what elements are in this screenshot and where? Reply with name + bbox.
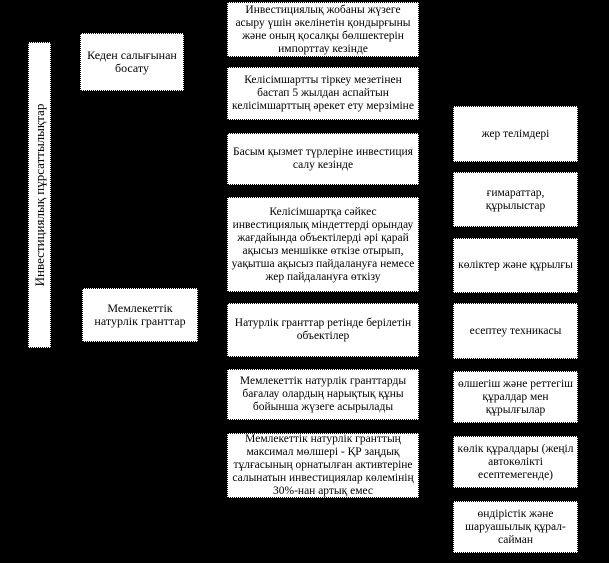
detail-box-grant-max-size: Мемлекеттік натурлік гранттың максимал мөлшері - ҚР заңдық тұлғасының орнатылған активтеріне салынатын инвестициялар көлемінің 30%-нан артық емес	[227, 433, 419, 498]
object-box-production-inventory: өндірістік және шаруашылық құрал-сайман	[453, 501, 578, 553]
investment-preferences-band	[28, 42, 51, 348]
object-box-land-plots: жер телімдері	[453, 106, 578, 162]
detail-box-priority-activities: Басым қызмет түрлеріне инвестиция салу кезінде	[227, 133, 419, 185]
vertical-band-label: Инвестициялық пұрсаттылықтар	[31, 103, 47, 287]
object-box-transport-equipment: көліктер және құрылғы	[453, 238, 578, 293]
customs-tax-exemption-box: Кеден салығынан босату	[80, 33, 184, 91]
object-box-computing-equipment: есептеу техникасы	[453, 303, 578, 359]
detail-box-transfer-objects: Келісімшартқа сәйкес инвестициялық міндеттерді орындау жағдайында объектілерді әрі қарай ақысыз меншікке өткізе отырып, уақытша ақысыз пайдалануға немесе жер пайдалануға өткізу	[227, 197, 419, 292]
detail-box-grant-objects: Натурлік гранттар ретінде берілетін объектілер	[227, 303, 419, 357]
detail-box-contract-term: Келісімшартты тіркеу мезетінен бастап 5 жылдан аспайтын келісімшарттың әрекет ету мерзіміне	[227, 67, 419, 120]
state-natural-grants-box: Мемлекеттік натурлік гранттар	[82, 288, 198, 342]
detail-box-import-equipment: Инвестициялық жобаны жүзеге асыру үшін әкелінетін қондырғыны және оның қосалқы бөлшектерін импорттау кезінде	[227, 2, 419, 57]
object-box-buildings: ғимараттар, құрылыстар	[453, 172, 578, 227]
object-box-measuring-devices: өлшегіш және реттегіш құралдар мен құрылғылар	[453, 371, 578, 423]
object-box-vehicles: көлік құралдары (жеңіл автокөлікті есептемегенде)	[453, 436, 578, 488]
detail-box-grant-valuation: Мемлекеттік натурлік гранттарды бағалау олардың нарықтық құны бойынша жүзеге асырылады	[227, 369, 419, 420]
